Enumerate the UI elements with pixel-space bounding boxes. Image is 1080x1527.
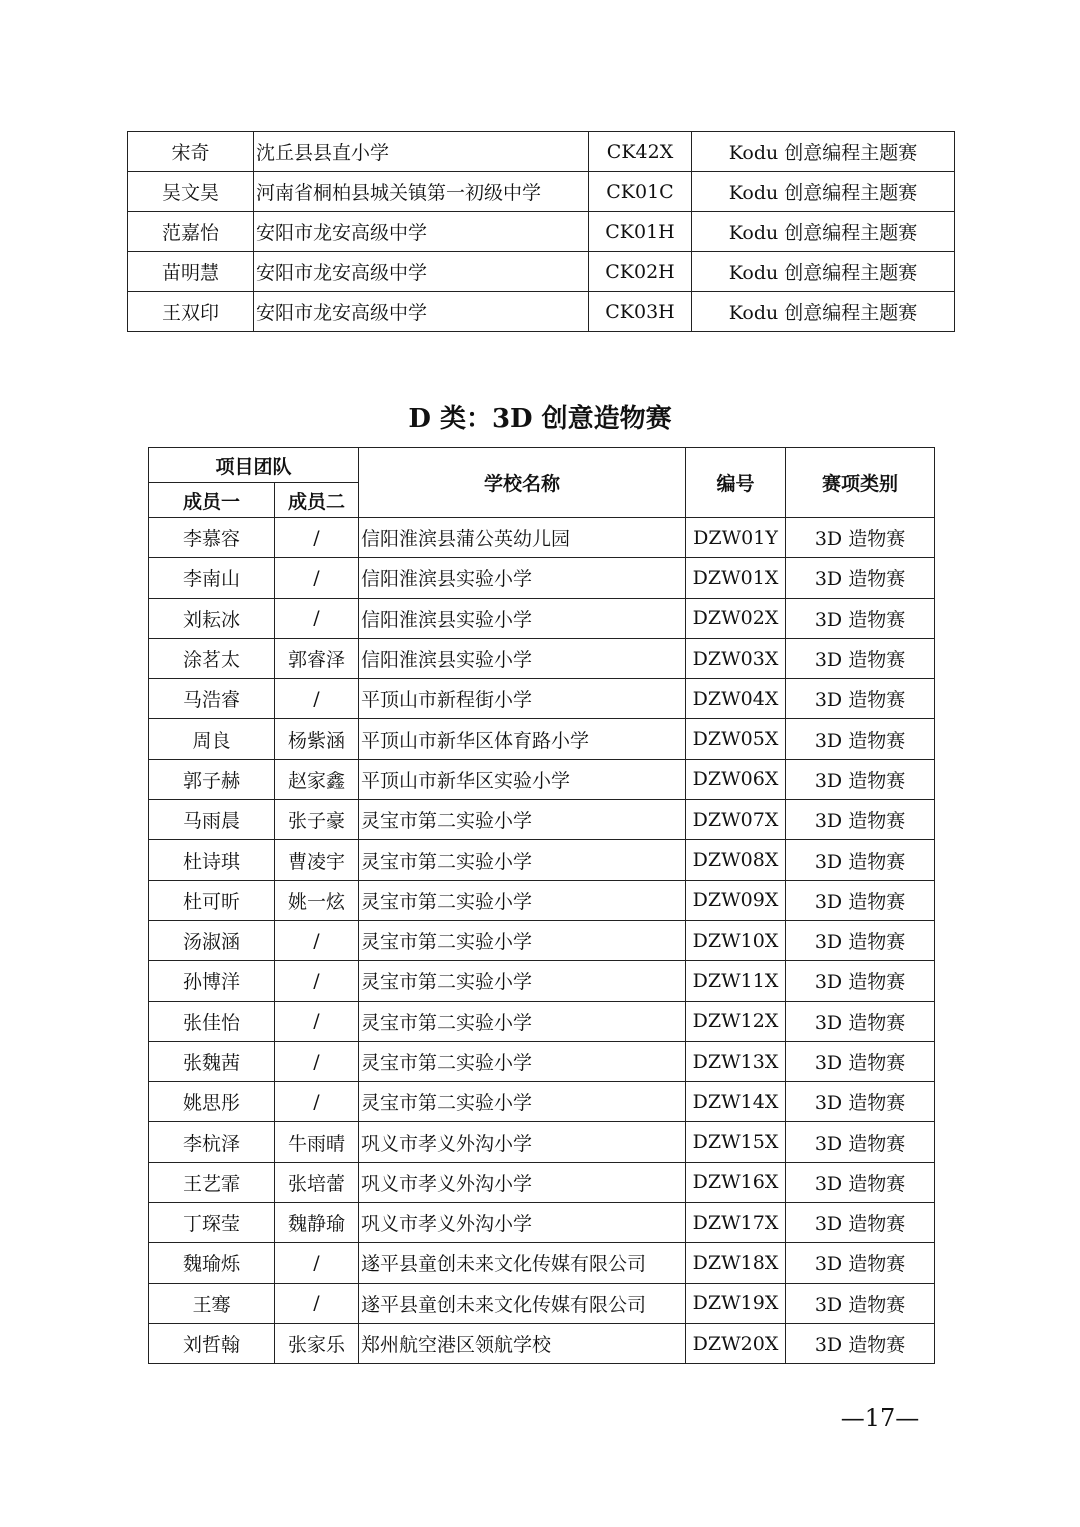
cell-name: 王双印: [128, 292, 254, 332]
cell-school: 遂平县童创未来文化传媒有限公司: [359, 1283, 686, 1323]
header-member1: 成员一: [149, 483, 275, 518]
cell-code: DZW18X: [686, 1243, 786, 1283]
header-code: 编号: [686, 448, 786, 518]
cell-category: Kodu 创意编程主题赛: [692, 292, 955, 332]
table-row: [149, 679, 935, 719]
table-row: [149, 1283, 935, 1323]
header-row: [149, 448, 935, 483]
cell-code: DZW04X: [686, 679, 786, 719]
table-row: [149, 961, 935, 1001]
cell-member2: 牛雨晴: [275, 1122, 359, 1162]
cell-member2: /: [275, 598, 359, 638]
cell-category: Kodu 创意编程主题赛: [692, 132, 955, 172]
cell-category: 3D 造物赛: [786, 638, 935, 678]
cell-school: 巩义市孝义外沟小学: [359, 1162, 686, 1202]
cell-category: 3D 造物赛: [786, 1243, 935, 1283]
cell-member1: 刘耘冰: [149, 598, 275, 638]
cell-member1: 魏瑜烁: [149, 1243, 275, 1283]
cell-category: 3D 造物赛: [786, 679, 935, 719]
cell-member1: 马浩睿: [149, 679, 275, 719]
cell-category: Kodu 创意编程主题赛: [692, 252, 955, 292]
cell-member2: 姚一炫: [275, 880, 359, 920]
cell-category: 3D 造物赛: [786, 1203, 935, 1243]
cell-member1: 张佳怡: [149, 1001, 275, 1041]
cell-member2: /: [275, 1243, 359, 1283]
cell-school: 河南省桐柏县城关镇第一初级中学: [254, 172, 589, 212]
table-d: [148, 447, 935, 1364]
cell-name: 范嘉怡: [128, 212, 254, 252]
table-row: [149, 719, 935, 759]
header-category: 赛项类别: [786, 448, 935, 518]
cell-school: 灵宝市第二实验小学: [359, 1082, 686, 1122]
cell-school: 安阳市龙安高级中学: [254, 252, 589, 292]
table-row: [149, 518, 935, 558]
cell-category: 3D 造物赛: [786, 800, 935, 840]
cell-category: 3D 造物赛: [786, 1122, 935, 1162]
cell-category: 3D 造物赛: [786, 759, 935, 799]
cell-member1: 刘哲翰: [149, 1323, 275, 1363]
cell-member1: 郭子赫: [149, 759, 275, 799]
cell-category: 3D 造物赛: [786, 1082, 935, 1122]
table-row: [128, 252, 955, 292]
cell-code: CK42X: [589, 132, 692, 172]
cell-member2: /: [275, 961, 359, 1001]
cell-category: 3D 造物赛: [786, 598, 935, 638]
cell-member1: 姚思彤: [149, 1082, 275, 1122]
section-title: D 类：3D 创意造物赛: [408, 404, 672, 434]
cell-school: 灵宝市第二实验小学: [359, 1001, 686, 1041]
cell-member1: 丁琛莹: [149, 1203, 275, 1243]
cell-school: 平顶山市新华区体育路小学: [359, 719, 686, 759]
cell-category: 3D 造物赛: [786, 719, 935, 759]
cell-member2: /: [275, 1041, 359, 1081]
table-row: [149, 638, 935, 678]
table-row: [149, 1122, 935, 1162]
cell-category: 3D 造物赛: [786, 1001, 935, 1041]
cell-school: 灵宝市第二实验小学: [359, 800, 686, 840]
cell-category: 3D 造物赛: [786, 1041, 935, 1081]
cell-category: 3D 造物赛: [786, 1323, 935, 1363]
cell-code: DZW20X: [686, 1323, 786, 1363]
cell-code: DZW11X: [686, 961, 786, 1001]
cell-member1: 张魏茜: [149, 1041, 275, 1081]
cell-code: CK01C: [589, 172, 692, 212]
cell-member2: /: [275, 920, 359, 960]
table-row: [128, 292, 955, 332]
table-row: [149, 1203, 935, 1243]
cell-code: DZW01X: [686, 558, 786, 598]
cell-name: 宋奇: [128, 132, 254, 172]
cell-code: DZW13X: [686, 1041, 786, 1081]
cell-school: 灵宝市第二实验小学: [359, 880, 686, 920]
cell-member2: /: [275, 1082, 359, 1122]
cell-category: Kodu 创意编程主题赛: [692, 212, 955, 252]
page-number: —17—: [840, 1404, 920, 1432]
cell-member1: 杜诗琪: [149, 840, 275, 880]
cell-code: DZW09X: [686, 880, 786, 920]
cell-school: 信阳淮滨县蒲公英幼儿园: [359, 518, 686, 558]
table-row: [149, 558, 935, 598]
cell-member2: /: [275, 679, 359, 719]
cell-member1: 涂茗太: [149, 638, 275, 678]
cell-code: DZW08X: [686, 840, 786, 880]
table-row: [149, 1243, 935, 1283]
cell-member2: 曹凌宇: [275, 840, 359, 880]
header-team: 项目团队: [149, 448, 359, 483]
cell-name: 苗明慧: [128, 252, 254, 292]
header-member2: 成员二: [275, 483, 359, 518]
cell-member2: /: [275, 1001, 359, 1041]
cell-member2: 张家乐: [275, 1323, 359, 1363]
cell-school: 信阳淮滨县实验小学: [359, 558, 686, 598]
cell-member1: 李慕容: [149, 518, 275, 558]
cell-name: 吴文昊: [128, 172, 254, 212]
cell-category: 3D 造物赛: [786, 558, 935, 598]
cell-code: DZW14X: [686, 1082, 786, 1122]
cell-member1: 王艺霏: [149, 1162, 275, 1202]
cell-code: CK02H: [589, 252, 692, 292]
cell-member1: 王骞: [149, 1283, 275, 1323]
cell-school: 信阳淮滨县实验小学: [359, 638, 686, 678]
table-row: [149, 800, 935, 840]
table-row: [149, 880, 935, 920]
table-row: [149, 920, 935, 960]
cell-member2: /: [275, 558, 359, 598]
cell-member2: 魏静瑜: [275, 1203, 359, 1243]
table-row: [149, 1001, 935, 1041]
table-row: [128, 132, 955, 172]
table-row: [149, 1323, 935, 1363]
cell-code: DZW06X: [686, 759, 786, 799]
cell-category: 3D 造物赛: [786, 518, 935, 558]
cell-member2: /: [275, 1283, 359, 1323]
cell-code: DZW15X: [686, 1122, 786, 1162]
cell-school: 安阳市龙安高级中学: [254, 292, 589, 332]
table-row: [128, 212, 955, 252]
cell-school: 平顶山市新华区实验小学: [359, 759, 686, 799]
cell-school: 灵宝市第二实验小学: [359, 920, 686, 960]
cell-school: 遂平县童创未来文化传媒有限公司: [359, 1243, 686, 1283]
cell-member1: 杜可昕: [149, 880, 275, 920]
cell-member1: 汤淑涵: [149, 920, 275, 960]
cell-code: DZW12X: [686, 1001, 786, 1041]
cell-school: 安阳市龙安高级中学: [254, 212, 589, 252]
cell-category: 3D 造物赛: [786, 1283, 935, 1323]
cell-member1: 马雨晨: [149, 800, 275, 840]
header-school: 学校名称: [359, 448, 686, 518]
table-c-body: [128, 132, 955, 332]
cell-code: DZW07X: [686, 800, 786, 840]
cell-member1: 李南山: [149, 558, 275, 598]
cell-school: 巩义市孝义外沟小学: [359, 1122, 686, 1162]
cell-school: 灵宝市第二实验小学: [359, 961, 686, 1001]
cell-category: 3D 造物赛: [786, 880, 935, 920]
cell-school: 信阳淮滨县实验小学: [359, 598, 686, 638]
cell-school: 巩义市孝义外沟小学: [359, 1203, 686, 1243]
cell-code: DZW16X: [686, 1162, 786, 1202]
cell-category: 3D 造物赛: [786, 1162, 935, 1202]
cell-category: Kodu 创意编程主题赛: [692, 172, 955, 212]
cell-category: 3D 造物赛: [786, 920, 935, 960]
cell-code: DZW10X: [686, 920, 786, 960]
cell-code: DZW03X: [686, 638, 786, 678]
cell-member2: 张子豪: [275, 800, 359, 840]
cell-school: 平顶山市新程街小学: [359, 679, 686, 719]
table-d-body: [149, 518, 935, 1364]
cell-member1: 孙博洋: [149, 961, 275, 1001]
cell-member1: 周良: [149, 719, 275, 759]
cell-member2: 张培蕾: [275, 1162, 359, 1202]
cell-school: 郑州航空港区领航学校: [359, 1323, 686, 1363]
table-row: [128, 172, 955, 212]
table-row: [149, 759, 935, 799]
table-row: [149, 840, 935, 880]
cell-school: 灵宝市第二实验小学: [359, 840, 686, 880]
cell-code: CK01H: [589, 212, 692, 252]
table-c-continued: [127, 131, 955, 332]
cell-member2: 郭睿泽: [275, 638, 359, 678]
cell-member2: 赵家鑫: [275, 759, 359, 799]
cell-code: DZW17X: [686, 1203, 786, 1243]
table-row: [149, 1082, 935, 1122]
table-d-header: [149, 448, 935, 518]
cell-code: DZW05X: [686, 719, 786, 759]
cell-code: DZW19X: [686, 1283, 786, 1323]
table-row: [149, 1162, 935, 1202]
cell-code: CK03H: [589, 292, 692, 332]
cell-school: 沈丘县县直小学: [254, 132, 589, 172]
cell-member2: /: [275, 518, 359, 558]
table-row: [149, 598, 935, 638]
cell-code: DZW01Y: [686, 518, 786, 558]
cell-category: 3D 造物赛: [786, 840, 935, 880]
cell-category: 3D 造物赛: [786, 961, 935, 1001]
cell-school: 灵宝市第二实验小学: [359, 1041, 686, 1081]
cell-code: DZW02X: [686, 598, 786, 638]
table-row: [149, 1041, 935, 1081]
cell-member1: 李杭泽: [149, 1122, 275, 1162]
cell-member2: 杨紫涵: [275, 719, 359, 759]
